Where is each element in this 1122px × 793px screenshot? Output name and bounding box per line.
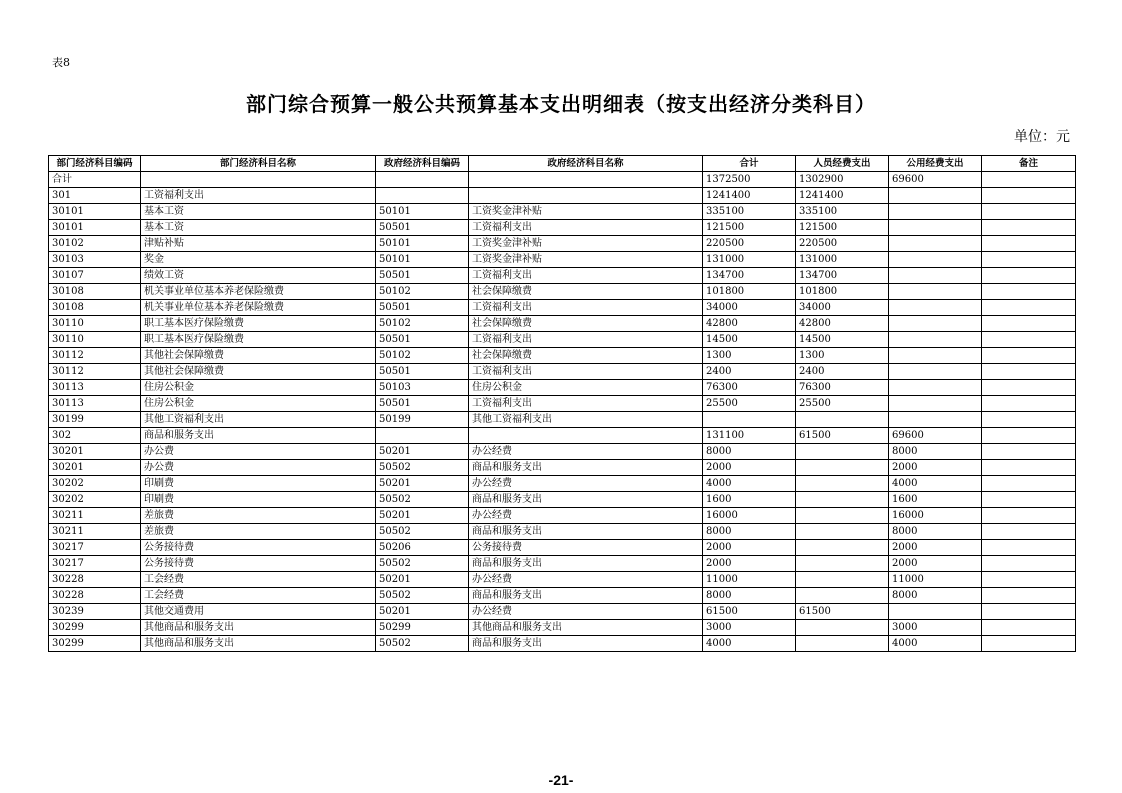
table-cell: 办公费 bbox=[141, 444, 376, 460]
table-cell: 办公经费 bbox=[469, 476, 703, 492]
table-cell: 335100 bbox=[703, 204, 796, 220]
table-cell bbox=[889, 316, 982, 332]
table-cell: 50206 bbox=[376, 540, 469, 556]
table-cell bbox=[796, 476, 889, 492]
table-cell: 2000 bbox=[889, 460, 982, 476]
table-cell: 工资奖金津补贴 bbox=[469, 236, 703, 252]
table-cell: 101800 bbox=[796, 284, 889, 300]
table-cell: 30108 bbox=[49, 300, 141, 316]
table-cell bbox=[376, 428, 469, 444]
table-cell: 50102 bbox=[376, 348, 469, 364]
unit-label: 单位：元 bbox=[1014, 129, 1070, 145]
column-header: 部门经济科目编码 bbox=[49, 156, 141, 172]
table-cell bbox=[796, 588, 889, 604]
table-cell: 69600 bbox=[889, 428, 982, 444]
table-cell: 其他工资福利支出 bbox=[469, 412, 703, 428]
table-row bbox=[49, 220, 1076, 236]
table-cell: 公务接待费 bbox=[469, 540, 703, 556]
table-cell: 50501 bbox=[376, 300, 469, 316]
table-cell: 50502 bbox=[376, 588, 469, 604]
table-cell bbox=[796, 492, 889, 508]
table-cell: 61500 bbox=[703, 604, 796, 620]
table-row bbox=[49, 540, 1076, 556]
table-cell: 8000 bbox=[889, 588, 982, 604]
table-cell: 其他商品和服务支出 bbox=[141, 636, 376, 652]
table-cell: 工资福利支出 bbox=[469, 300, 703, 316]
table-cell: 14500 bbox=[796, 332, 889, 348]
table-cell: 2400 bbox=[703, 364, 796, 380]
table-cell: 办公经费 bbox=[469, 508, 703, 524]
table-cell: 30228 bbox=[49, 588, 141, 604]
table-cell: 134700 bbox=[796, 268, 889, 284]
table-cell bbox=[141, 172, 376, 188]
table-cell: 其他商品和服务支出 bbox=[141, 620, 376, 636]
table-cell bbox=[982, 204, 1076, 220]
table-row bbox=[49, 364, 1076, 380]
table-cell: 商品和服务支出 bbox=[469, 588, 703, 604]
table-cell: 2000 bbox=[889, 556, 982, 572]
table-cell: 34000 bbox=[703, 300, 796, 316]
table-cell: 61500 bbox=[796, 428, 889, 444]
table-cell bbox=[889, 412, 982, 428]
table-cell: 4000 bbox=[889, 636, 982, 652]
table-header-row bbox=[49, 156, 1076, 172]
table-cell: 50201 bbox=[376, 572, 469, 588]
table-row bbox=[49, 380, 1076, 396]
table-cell: 301 bbox=[49, 188, 141, 204]
table-cell: 30217 bbox=[49, 556, 141, 572]
table-cell bbox=[889, 236, 982, 252]
table-cell: 2000 bbox=[889, 540, 982, 556]
table-cell: 30201 bbox=[49, 460, 141, 476]
table-cell: 30102 bbox=[49, 236, 141, 252]
table-cell: 合计 bbox=[49, 172, 141, 188]
table-row bbox=[49, 476, 1076, 492]
table-cell: 14500 bbox=[703, 332, 796, 348]
table-cell bbox=[796, 556, 889, 572]
budget-table bbox=[48, 155, 1076, 652]
table-row bbox=[49, 300, 1076, 316]
table-cell: 工资福利支出 bbox=[469, 364, 703, 380]
table-cell bbox=[982, 268, 1076, 284]
table-cell: 其他社会保障缴费 bbox=[141, 364, 376, 380]
table-cell bbox=[982, 348, 1076, 364]
table-cell: 办公经费 bbox=[469, 572, 703, 588]
table-cell: 工资奖金津补贴 bbox=[469, 204, 703, 220]
table-cell bbox=[889, 604, 982, 620]
table-row bbox=[49, 444, 1076, 460]
table-cell: 50502 bbox=[376, 492, 469, 508]
table-cell: 50201 bbox=[376, 604, 469, 620]
table-row bbox=[49, 204, 1076, 220]
table-cell bbox=[982, 540, 1076, 556]
table-cell: 30108 bbox=[49, 284, 141, 300]
table-cell bbox=[889, 332, 982, 348]
table-cell bbox=[982, 428, 1076, 444]
table-cell: 工资奖金津补贴 bbox=[469, 252, 703, 268]
table-row bbox=[49, 348, 1076, 364]
table-row bbox=[49, 604, 1076, 620]
table-cell: 津贴补贴 bbox=[141, 236, 376, 252]
table-cell: 工资福利支出 bbox=[141, 188, 376, 204]
table-cell: 30199 bbox=[49, 412, 141, 428]
table-cell: 1302900 bbox=[796, 172, 889, 188]
table-cell: 印刷费 bbox=[141, 476, 376, 492]
table-cell: 公务接待费 bbox=[141, 540, 376, 556]
table-cell: 其他工资福利支出 bbox=[141, 412, 376, 428]
table-cell: 1300 bbox=[796, 348, 889, 364]
table-cell: 42800 bbox=[796, 316, 889, 332]
table-cell: 公务接待费 bbox=[141, 556, 376, 572]
table-row bbox=[49, 172, 1076, 188]
table-cell bbox=[796, 412, 889, 428]
table-cell: 50501 bbox=[376, 268, 469, 284]
table-cell: 50199 bbox=[376, 412, 469, 428]
table-cell: 社会保障缴费 bbox=[469, 316, 703, 332]
table-cell: 220500 bbox=[703, 236, 796, 252]
table-cell: 30113 bbox=[49, 396, 141, 412]
table-cell: 工资福利支出 bbox=[469, 268, 703, 284]
table-cell: 30211 bbox=[49, 508, 141, 524]
table-cell: 30202 bbox=[49, 476, 141, 492]
table-cell bbox=[889, 380, 982, 396]
table-cell: 商品和服务支出 bbox=[469, 556, 703, 572]
table-row bbox=[49, 396, 1076, 412]
table-cell bbox=[889, 252, 982, 268]
table-row bbox=[49, 412, 1076, 428]
table-cell: 76300 bbox=[703, 380, 796, 396]
table-cell: 25500 bbox=[703, 396, 796, 412]
table-cell bbox=[889, 364, 982, 380]
table-cell bbox=[469, 428, 703, 444]
table-cell: 30107 bbox=[49, 268, 141, 284]
table-cell bbox=[796, 540, 889, 556]
table-cell: 30201 bbox=[49, 444, 141, 460]
table-cell: 131100 bbox=[703, 428, 796, 444]
table-cell: 8000 bbox=[703, 444, 796, 460]
table-cell: 办公费 bbox=[141, 460, 376, 476]
table-cell: 30299 bbox=[49, 620, 141, 636]
table-cell bbox=[982, 188, 1076, 204]
table-cell: 50501 bbox=[376, 364, 469, 380]
table-cell: 11000 bbox=[703, 572, 796, 588]
table-cell: 131000 bbox=[796, 252, 889, 268]
table-cell bbox=[982, 284, 1076, 300]
table-row bbox=[49, 460, 1076, 476]
table-cell: 30239 bbox=[49, 604, 141, 620]
table-cell bbox=[889, 396, 982, 412]
table-cell: 差旅费 bbox=[141, 508, 376, 524]
table-row bbox=[49, 492, 1076, 508]
table-cell: 131000 bbox=[703, 252, 796, 268]
page-title: 部门综合预算一般公共预算基本支出明细表（按支出经济分类科目） bbox=[246, 92, 876, 116]
table-row bbox=[49, 524, 1076, 540]
table-cell: 50201 bbox=[376, 444, 469, 460]
table-cell bbox=[796, 524, 889, 540]
table-cell: 50102 bbox=[376, 284, 469, 300]
table-cell bbox=[982, 412, 1076, 428]
table-cell bbox=[982, 396, 1076, 412]
table-cell: 商品和服务支出 bbox=[469, 460, 703, 476]
column-header: 合计 bbox=[703, 156, 796, 172]
table-cell bbox=[469, 172, 703, 188]
table-cell: 8000 bbox=[703, 524, 796, 540]
column-header: 备注 bbox=[982, 156, 1076, 172]
table-cell: 121500 bbox=[796, 220, 889, 236]
table-cell: 1300 bbox=[703, 348, 796, 364]
table-cell: 社会保障缴费 bbox=[469, 284, 703, 300]
table-cell: 2000 bbox=[703, 460, 796, 476]
table-cell: 其他社会保障缴费 bbox=[141, 348, 376, 364]
table-row bbox=[49, 316, 1076, 332]
table-cell: 1600 bbox=[889, 492, 982, 508]
table-cell: 30110 bbox=[49, 332, 141, 348]
table-cell bbox=[796, 636, 889, 652]
table-cell: 商品和服务支出 bbox=[469, 492, 703, 508]
table-cell: 220500 bbox=[796, 236, 889, 252]
table-cell: 机关事业单位基本养老保险缴费 bbox=[141, 284, 376, 300]
table-cell: 30112 bbox=[49, 364, 141, 380]
table-cell bbox=[889, 204, 982, 220]
table-cell bbox=[982, 572, 1076, 588]
table-cell: 3000 bbox=[889, 620, 982, 636]
table-cell: 30211 bbox=[49, 524, 141, 540]
table-cell: 30299 bbox=[49, 636, 141, 652]
column-header: 政府经济科目编码 bbox=[376, 156, 469, 172]
table-cell bbox=[982, 380, 1076, 396]
table-cell: 社会保障缴费 bbox=[469, 348, 703, 364]
table-cell: 工会经费 bbox=[141, 588, 376, 604]
column-header: 政府经济科目名称 bbox=[469, 156, 703, 172]
table-cell: 住房公积金 bbox=[141, 380, 376, 396]
table-cell: 50501 bbox=[376, 220, 469, 236]
table-cell: 机关事业单位基本养老保险缴费 bbox=[141, 300, 376, 316]
table-cell: 住房公积金 bbox=[469, 380, 703, 396]
table-cell: 69600 bbox=[889, 172, 982, 188]
table-cell bbox=[889, 188, 982, 204]
table-cell: 基本工资 bbox=[141, 220, 376, 236]
table-cell: 工资福利支出 bbox=[469, 396, 703, 412]
table-cell bbox=[889, 348, 982, 364]
table-cell: 4000 bbox=[703, 636, 796, 652]
table-row bbox=[49, 588, 1076, 604]
table-cell: 50102 bbox=[376, 316, 469, 332]
table-cell: 30113 bbox=[49, 380, 141, 396]
table-cell: 工会经费 bbox=[141, 572, 376, 588]
table-cell: 基本工资 bbox=[141, 204, 376, 220]
table-cell: 50299 bbox=[376, 620, 469, 636]
table-row bbox=[49, 332, 1076, 348]
table-body bbox=[49, 172, 1076, 652]
table-cell bbox=[982, 444, 1076, 460]
table-row bbox=[49, 188, 1076, 204]
table-cell bbox=[889, 300, 982, 316]
table-cell: 25500 bbox=[796, 396, 889, 412]
table-label: 表8 bbox=[52, 56, 70, 69]
table-row bbox=[49, 556, 1076, 572]
table-cell bbox=[982, 556, 1076, 572]
table-cell: 50502 bbox=[376, 636, 469, 652]
table-cell: 30101 bbox=[49, 204, 141, 220]
table-cell bbox=[982, 364, 1076, 380]
table-cell: 30101 bbox=[49, 220, 141, 236]
column-header: 部门经济科目名称 bbox=[141, 156, 376, 172]
table-cell: 30202 bbox=[49, 492, 141, 508]
table-cell bbox=[796, 620, 889, 636]
table-cell bbox=[982, 172, 1076, 188]
table-cell bbox=[469, 188, 703, 204]
table-cell: 其他商品和服务支出 bbox=[469, 620, 703, 636]
table-cell: 50502 bbox=[376, 524, 469, 540]
table-cell: 商品和服务支出 bbox=[469, 636, 703, 652]
column-header: 公用经费支出 bbox=[889, 156, 982, 172]
table-cell: 50201 bbox=[376, 476, 469, 492]
table-cell: 76300 bbox=[796, 380, 889, 396]
table-cell: 34000 bbox=[796, 300, 889, 316]
table-cell bbox=[796, 508, 889, 524]
table-cell bbox=[982, 524, 1076, 540]
table-row bbox=[49, 268, 1076, 284]
table-cell: 30112 bbox=[49, 348, 141, 364]
table-cell bbox=[889, 284, 982, 300]
table-cell bbox=[982, 604, 1076, 620]
table-cell: 8000 bbox=[703, 588, 796, 604]
table-cell: 16000 bbox=[703, 508, 796, 524]
table-cell: 工资福利支出 bbox=[469, 332, 703, 348]
table-cell bbox=[376, 172, 469, 188]
table-cell: 42800 bbox=[703, 316, 796, 332]
table-cell: 50502 bbox=[376, 460, 469, 476]
table-cell: 134700 bbox=[703, 268, 796, 284]
table-cell bbox=[889, 220, 982, 236]
table-cell bbox=[889, 268, 982, 284]
table-cell bbox=[796, 572, 889, 588]
table-row bbox=[49, 572, 1076, 588]
table-cell: 差旅费 bbox=[141, 524, 376, 540]
table-cell: 职工基本医疗保险缴费 bbox=[141, 332, 376, 348]
table-cell bbox=[982, 236, 1076, 252]
table-cell bbox=[982, 220, 1076, 236]
table-cell: 商品和服务支出 bbox=[141, 428, 376, 444]
table-cell: 50502 bbox=[376, 556, 469, 572]
page-number: -21- bbox=[548, 772, 574, 788]
table-cell: 奖金 bbox=[141, 252, 376, 268]
table-cell bbox=[796, 460, 889, 476]
table-cell bbox=[982, 588, 1076, 604]
table-cell: 商品和服务支出 bbox=[469, 524, 703, 540]
table-cell: 30228 bbox=[49, 572, 141, 588]
table-cell bbox=[982, 620, 1076, 636]
table-cell: 工资福利支出 bbox=[469, 220, 703, 236]
table-cell: 2000 bbox=[703, 556, 796, 572]
table-cell bbox=[982, 332, 1076, 348]
table-cell: 50101 bbox=[376, 236, 469, 252]
table-cell: 50201 bbox=[376, 508, 469, 524]
table-cell: 50501 bbox=[376, 396, 469, 412]
table-cell: 121500 bbox=[703, 220, 796, 236]
table-cell: 30110 bbox=[49, 316, 141, 332]
table-cell: 4000 bbox=[703, 476, 796, 492]
table-cell: 61500 bbox=[796, 604, 889, 620]
table-cell bbox=[982, 252, 1076, 268]
table-cell: 50101 bbox=[376, 252, 469, 268]
table-cell bbox=[982, 636, 1076, 652]
table-cell: 50501 bbox=[376, 332, 469, 348]
table-cell bbox=[982, 508, 1076, 524]
table-cell bbox=[982, 316, 1076, 332]
table-cell bbox=[796, 444, 889, 460]
table-cell bbox=[982, 300, 1076, 316]
table-cell: 335100 bbox=[796, 204, 889, 220]
table-cell: 50101 bbox=[376, 204, 469, 220]
table-cell: 30217 bbox=[49, 540, 141, 556]
table-cell: 50103 bbox=[376, 380, 469, 396]
table-cell: 办公经费 bbox=[469, 604, 703, 620]
column-header: 人员经费支出 bbox=[796, 156, 889, 172]
table-cell: 1241400 bbox=[703, 188, 796, 204]
table-cell: 3000 bbox=[703, 620, 796, 636]
table-cell: 16000 bbox=[889, 508, 982, 524]
table-cell bbox=[376, 188, 469, 204]
table-cell bbox=[703, 412, 796, 428]
table-cell: 8000 bbox=[889, 524, 982, 540]
table-cell: 职工基本医疗保险缴费 bbox=[141, 316, 376, 332]
table-cell: 住房公积金 bbox=[141, 396, 376, 412]
table-cell: 30103 bbox=[49, 252, 141, 268]
table-cell: 11000 bbox=[889, 572, 982, 588]
table-cell: 1241400 bbox=[796, 188, 889, 204]
table-cell: 办公经费 bbox=[469, 444, 703, 460]
table-cell: 印刷费 bbox=[141, 492, 376, 508]
table-cell: 101800 bbox=[703, 284, 796, 300]
table-row bbox=[49, 508, 1076, 524]
table-cell: 其他交通费用 bbox=[141, 604, 376, 620]
table-row bbox=[49, 428, 1076, 444]
table-cell bbox=[982, 492, 1076, 508]
table-cell: 8000 bbox=[889, 444, 982, 460]
table-row bbox=[49, 236, 1076, 252]
table-row bbox=[49, 620, 1076, 636]
table-cell bbox=[982, 460, 1076, 476]
table-cell: 2400 bbox=[796, 364, 889, 380]
table-cell: 绩效工资 bbox=[141, 268, 376, 284]
table-row bbox=[49, 636, 1076, 652]
table-row bbox=[49, 284, 1076, 300]
table-row bbox=[49, 252, 1076, 268]
table-cell: 302 bbox=[49, 428, 141, 444]
table-cell bbox=[982, 476, 1076, 492]
table-cell: 2000 bbox=[703, 540, 796, 556]
table-cell: 4000 bbox=[889, 476, 982, 492]
table-cell: 1600 bbox=[703, 492, 796, 508]
table-cell: 1372500 bbox=[703, 172, 796, 188]
